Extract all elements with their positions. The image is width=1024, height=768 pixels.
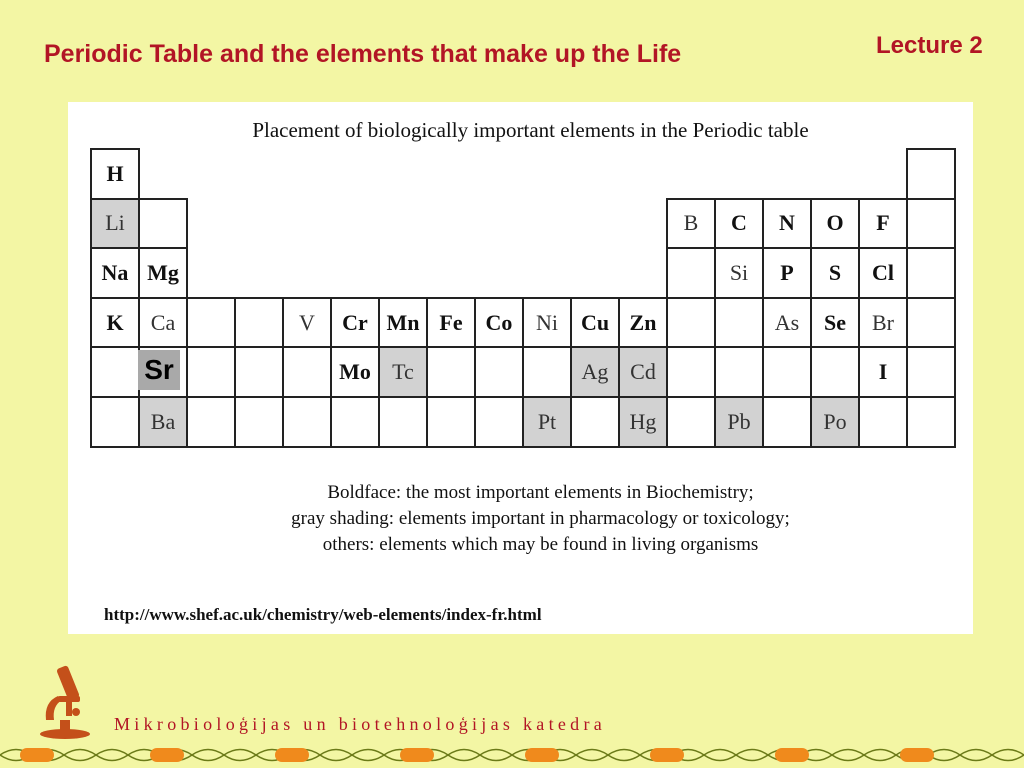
- element-cell-k: K: [90, 297, 140, 349]
- element-cell-se: Se: [810, 297, 860, 349]
- element-cell-i: I: [858, 346, 908, 398]
- element-cell-tc: Tc: [378, 346, 428, 398]
- element-cell-f: F: [858, 198, 908, 250]
- element-cell-ni: Ni: [522, 297, 572, 349]
- element-cell-empty: [906, 148, 956, 200]
- element-cell-empty: [234, 297, 284, 349]
- element-cell-pt: Pt: [522, 396, 572, 448]
- element-cell-empty: [666, 247, 716, 299]
- element-cell-empty: [714, 346, 764, 398]
- element-cell-empty: [858, 396, 908, 448]
- element-cell-hg: Hg: [618, 396, 668, 448]
- element-cell-si: Si: [714, 247, 764, 299]
- caption-line-shaded: gray shading: elements important in pharmacology or toxicology;: [291, 508, 790, 529]
- source-url: http://www.shef.ac.uk/chemistry/web-elements/index-fr.html: [104, 605, 542, 624]
- microscope-icon: [36, 660, 94, 740]
- element-cell-empty: [906, 297, 956, 349]
- element-cell-cl: Cl: [858, 247, 908, 299]
- element-cell-empty: [474, 396, 524, 448]
- element-cell-as: As: [762, 297, 812, 349]
- figure-title: Placement of biologically important elements in the Periodic table: [252, 118, 809, 142]
- element-cell-empty: [474, 346, 524, 398]
- element-cell-empty: [426, 396, 476, 448]
- element-cell-empty: [282, 346, 332, 398]
- element-cell-empty: [906, 396, 956, 448]
- element-cell-empty: [186, 297, 236, 349]
- element-cell-empty: [906, 198, 956, 250]
- element-cell-empty: [714, 297, 764, 349]
- element-cell-mn: Mn: [378, 297, 428, 349]
- element-cell-br: Br: [858, 297, 908, 349]
- element-cell-empty: [426, 346, 476, 398]
- element-cell-o: O: [810, 198, 860, 250]
- element-cell-h: H: [90, 148, 140, 200]
- element-cell-empty: [90, 396, 140, 448]
- decorative-border: [0, 742, 1024, 768]
- caption-line-bold: Boldface: the most important elements in Biochemistry;: [327, 482, 754, 503]
- element-cell-b: B: [666, 198, 716, 250]
- department-name: Mikrobioloģijas un biotehnoloģijas katedra: [114, 714, 607, 734]
- element-cell-mo: Mo: [330, 346, 380, 398]
- element-cell-s: S: [810, 247, 860, 299]
- element-cell-empty: [762, 346, 812, 398]
- element-cell-cu: Cu: [570, 297, 620, 349]
- element-cell-empty: [762, 396, 812, 448]
- sr-highlight-label: Sr: [138, 350, 180, 390]
- element-cell-empty: [570, 396, 620, 448]
- element-cell-mg: Mg: [138, 247, 188, 299]
- element-cell-empty: [90, 346, 140, 398]
- element-cell-na: Na: [90, 247, 140, 299]
- element-cell-empty: [282, 396, 332, 448]
- caption-line-others: others: elements which may be found in living organisms: [322, 534, 759, 555]
- element-cell-c: C: [714, 198, 764, 250]
- element-cell-li: Li: [90, 198, 140, 250]
- figure-panel: [68, 102, 973, 634]
- element-cell-v: V: [282, 297, 332, 349]
- element-cell-empty: [522, 346, 572, 398]
- element-cell-p: P: [762, 247, 812, 299]
- element-cell-empty: [138, 198, 188, 250]
- element-cell-ba: Ba: [138, 396, 188, 448]
- element-cell-ca: Ca: [138, 297, 188, 349]
- element-cell-empty: [186, 396, 236, 448]
- element-cell-po: Po: [810, 396, 860, 448]
- element-cell-empty: [666, 297, 716, 349]
- element-cell-empty: [234, 396, 284, 448]
- element-cell-empty: [330, 396, 380, 448]
- element-cell-n: N: [762, 198, 812, 250]
- element-cell-empty: [234, 346, 284, 398]
- element-cell-empty: [906, 346, 956, 398]
- element-cell-empty: [810, 346, 860, 398]
- periodic-table: [90, 148, 954, 446]
- element-cell-empty: [378, 396, 428, 448]
- element-cell-co: Co: [474, 297, 524, 349]
- element-cell-cd: Cd: [618, 346, 668, 398]
- element-cell-empty: [666, 396, 716, 448]
- element-cell-ag: Ag: [570, 346, 620, 398]
- element-cell-empty: [906, 247, 956, 299]
- element-cell-zn: Zn: [618, 297, 668, 349]
- figure-caption: [68, 480, 973, 558]
- element-cell-empty: [666, 346, 716, 398]
- element-cell-pb: Pb: [714, 396, 764, 448]
- slide-title: Periodic Table and the elements that make up the Life: [44, 40, 682, 68]
- element-cell-fe: Fe: [426, 297, 476, 349]
- element-cell-empty: [186, 346, 236, 398]
- lecture-number: Lecture 2: [876, 32, 983, 59]
- element-cell-cr: Cr: [330, 297, 380, 349]
